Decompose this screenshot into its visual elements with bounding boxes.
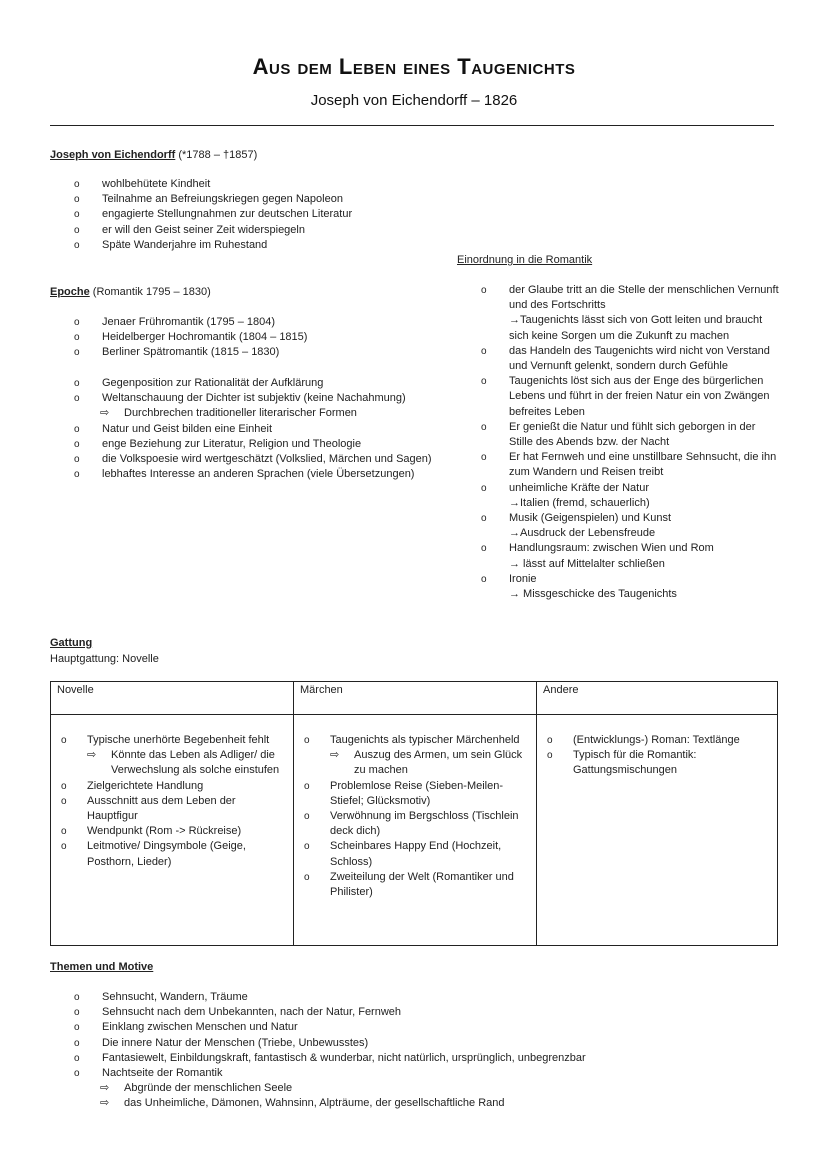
list-item: o Leitmotive/ Dingsymbole (Geige, Posthorn, Lieder) [61,839,283,869]
column-header-andere: Andere [537,682,778,715]
list-item: o Typisch für die Romantik: Gattungsmischungen [547,748,767,778]
list-item: o Nachtseite der Romantik [74,1066,774,1081]
list-item: o Problemlose Reise (Sieben-Meilen-Stiefel; Glücksmotiv) [304,779,526,809]
list-item: o Ausschnitt aus dem Leben der Hauptfigur [61,794,283,824]
gattung-table [50,681,778,946]
list-item: o Die innere Natur der Menschen (Triebe, Unbewusstes) [74,1036,774,1051]
list-item: o Taugenichts als typischer Märchenheld [304,733,526,748]
list-item: o Sehnsucht, Wandern, Träume [74,990,774,1005]
themen-heading: Themen und Motive [50,961,154,973]
list-item: o Weltanschauung der Dichter ist subjektiv (keine Nachahmung) [74,391,459,406]
page-subtitle: Joseph von Eichendorff – 1826 [310,92,518,109]
arrow-icon: ⇨ [87,749,97,762]
list-item: o er will den Geist seiner Zeit widerspiegeln [74,223,454,238]
list-item: o Zielgerichtete Handlung [61,779,283,794]
list-item: o das Handeln des Taugenichts wird nicht von Verstand und Vernunft gelenkt, sondern durch Gefühle [481,344,781,374]
list-item: o Heidelberger Hochromantik (1804 – 1815) [74,330,454,345]
epoche-heading [50,285,211,299]
list-item: o der Glaube tritt an die Stelle der menschlichen Vernunft und des Fortschritts →Taugenichts lässt sich von Gott leiten und braucht sich keine Sorgen um die Zukunft zu machen [481,283,781,344]
list-item: o Fantasiewelt, Einbildungskraft, fantastisch & wunderbar, nicht natürlich, ursprünglich, unbegrenzbar [74,1051,774,1066]
column-header-novelle: Novelle [51,682,294,715]
arrow-icon: ⇨ [100,1082,110,1095]
list-item: o Er hat Fernweh und eine unstillbare Sehnsucht, die ihn zum Wandern und Reisen treibt [481,450,781,480]
list-item: o engagierte Stellungnahmen zur deutschen Literatur [74,207,454,222]
author-heading [50,148,257,162]
list-item: o enge Beziehung zur Literatur, Religion und Theologie [74,437,459,452]
list-item: o Taugenichts löst sich aus der Enge des bürgerlichen Lebens und führt in der freien Natur ein von Zwängen befreites Leben [481,374,781,420]
list-item: o Berliner Spätromantik (1815 – 1830) [74,345,454,360]
gattung-haupt: Hauptgattung: Novelle [50,653,159,665]
sub-item: ⇨ Durchbrechen traditioneller literarischer Formen [100,406,459,421]
list-item: o Gegenposition zur Rationalität der Aufklärung [74,376,459,391]
list-item: o (Entwicklungs-) Roman: Textlänge [547,733,767,748]
list-item: o Zweiteilung der Welt (Romantiker und Philister) [304,870,526,900]
epoche-title: Epoche [50,286,90,298]
list-item: o Teilnahme an Befreiungskriegen gegen Napoleon [74,192,454,207]
list-item: o Er genießt die Natur und fühlt sich geborgen in der Stille des Abends bzw. der Nacht [481,420,781,450]
list-item: o Scheinbares Happy End (Hochzeit, Schloss) [304,839,526,869]
gattung-heading: Gattung [50,637,93,649]
maerchen-cell [294,715,537,946]
title-divider [50,125,774,126]
list-item: o Musik (Geigenspielen) und Kunst →Ausdruck der Lebensfreude [481,511,781,541]
column-header-maerchen: Märchen [294,682,537,715]
author-list [74,177,454,253]
list-item: o Späte Wanderjahre im Ruhestand [74,238,454,253]
arrow-icon: ⇨ [100,1097,110,1110]
author-name: Joseph von Eichendorff [50,149,176,161]
list-item: o Verwöhnung im Bergschloss (Tischlein deck dich) [304,809,526,839]
list-item: o lebhaftes Interesse an anderen Sprachen (viele Übersetzungen) [74,467,459,482]
themen-list [74,990,774,1112]
list-item: o Natur und Geist bilden eine Einheit [74,422,459,437]
sub-item: ⇨ Abgründe der menschlichen Seele [100,1081,774,1096]
einordnung-list [481,283,781,602]
epoche-list [74,376,459,482]
epoche-range: (Romantik 1795 – 1830) [92,286,211,298]
sub-item: ⇨ Könnte das Leben als Adliger/ die Verwechslung als solche einstufen [87,749,280,777]
einordnung-heading: Einordnung in die Romantik [457,254,593,266]
list-item: o Jenaer Frühromantik (1795 – 1804) [74,315,454,330]
list-item: o Typische unerhörte Begebenheit fehlt [61,733,283,748]
list-item: o die Volkspoesie wird wertgeschätzt (Volkslied, Märchen und Sagen) [74,452,459,467]
novelle-cell [51,715,294,946]
list-item: o Einklang zwischen Menschen und Natur [74,1020,774,1035]
list-item: o Handlungsraum: zwischen Wien und Rom → lässt auf Mittelalter schließen [481,541,781,571]
epoche-periods [74,315,454,361]
author-dates: (*1788 – †1857) [178,149,258,161]
list-item: o Ironie → Missgeschicke des Taugenichts [481,572,781,602]
list-item: o unheimliche Kräfte der Natur →Italien (fremd, schauerlich) [481,481,781,511]
andere-cell [537,715,778,946]
list-item: o Sehnsucht nach dem Unbekannten, nach der Natur, Fernweh [74,1005,774,1020]
arrow-icon: ⇨ [330,749,340,762]
list-item: o Wendpunkt (Rom -> Rückreise) [61,824,283,839]
list-item: o wohlbehütete Kindheit [74,177,454,192]
sub-item: ⇨ Auszug des Armen, um sein Glück zu machen [330,749,523,777]
sub-item: ⇨ das Unheimliche, Dämonen, Wahnsinn, Alpträume, der gesellschaftliche Rand [100,1096,774,1111]
arrow-icon: ⇨ [100,407,110,420]
page-title: Aus dem Leben eines Taugenichts [252,54,576,79]
